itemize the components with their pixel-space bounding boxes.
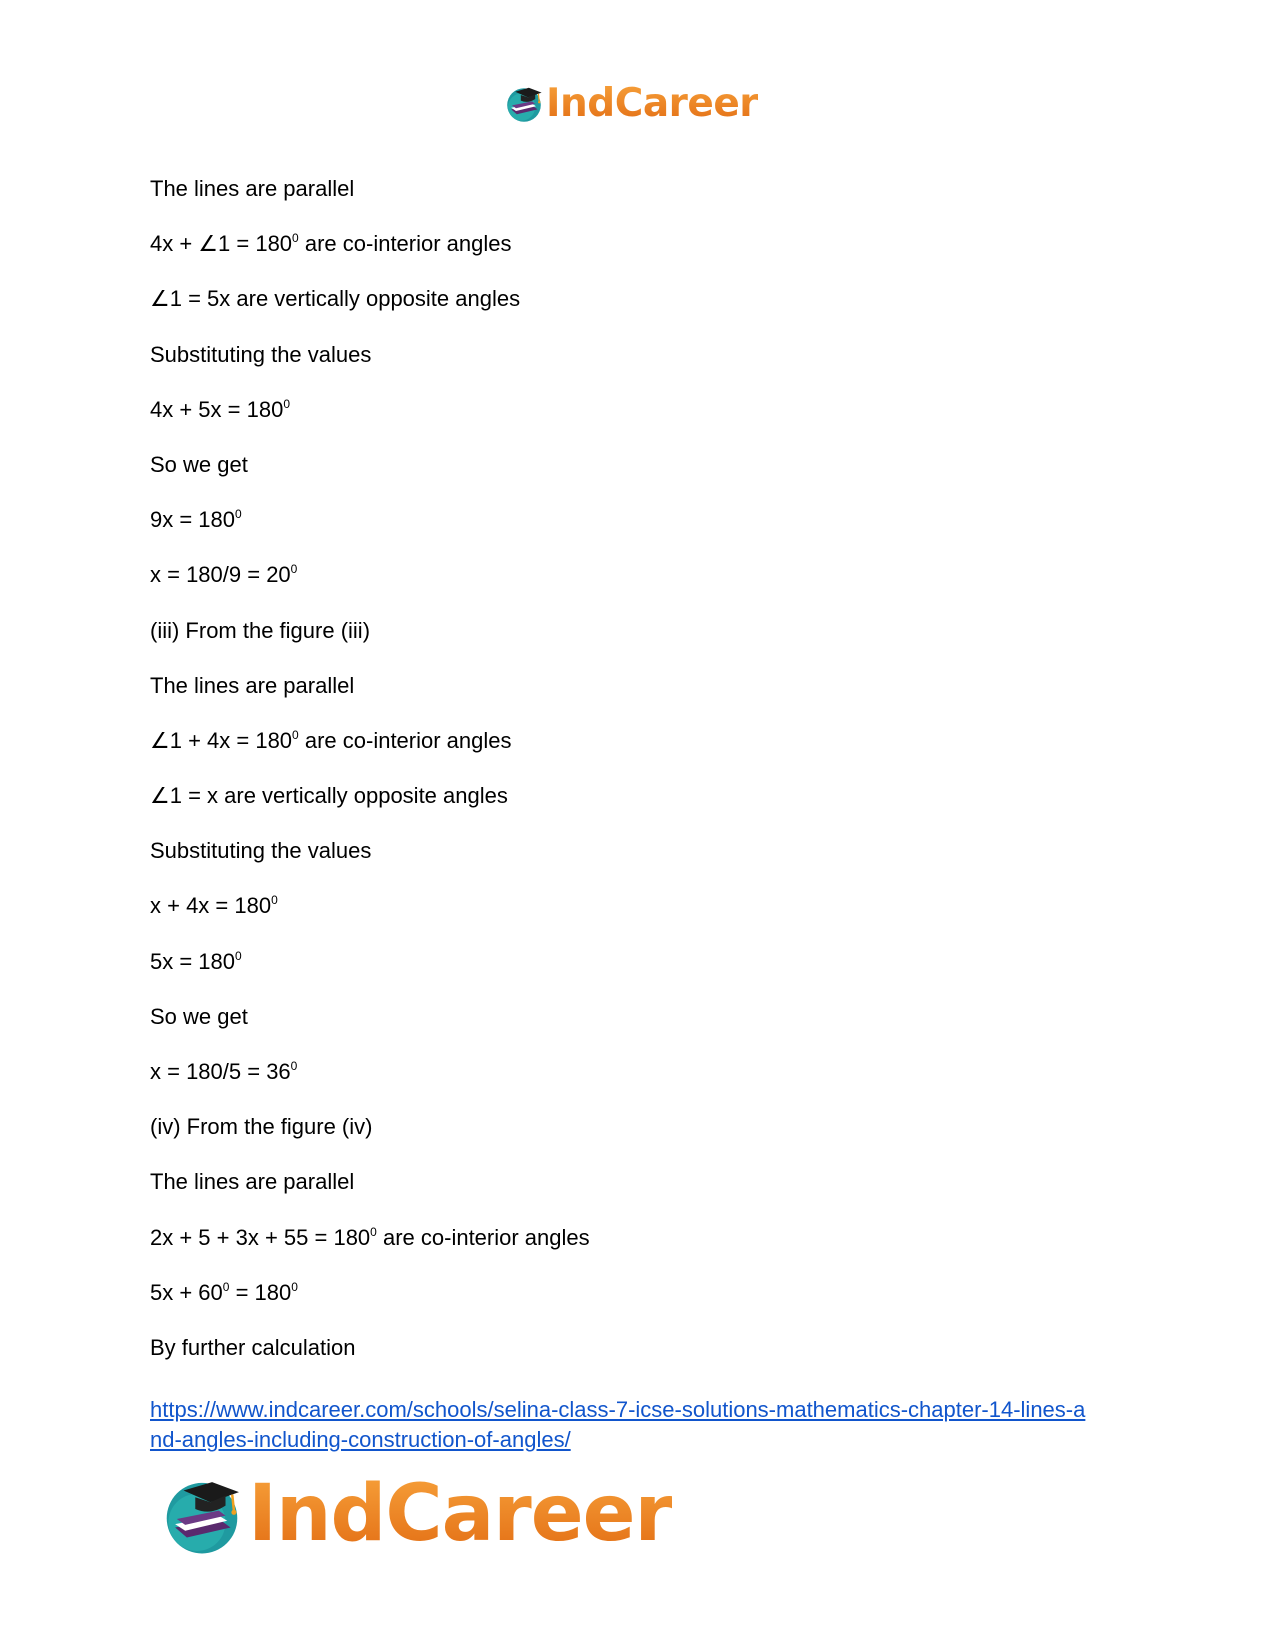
text-line: Substituting the values [150, 341, 372, 367]
text-line: ∠1 + $4x = 180^0$ are co-interior angles [150, 727, 512, 753]
text-line: ∠1 = 5x are vertically opposite angles [150, 286, 521, 312]
text-line: (iv) From the figure (iv) [150, 1114, 373, 1140]
text-line: The lines are parallel [150, 1169, 355, 1195]
source-link[interactable] [150, 1395, 1150, 1455]
text-line: (iii) From the figure (iii) [150, 617, 371, 643]
text-line: $4x + 5x = 180^0$ [150, 396, 291, 422]
text-line: $5x + 60^0 = 180^0$ [150, 1279, 298, 1305]
text-line: So we get [150, 1003, 248, 1029]
book-graduation-cap-icon [160, 1472, 244, 1556]
text-line: $x = 180/5 = 36^0$ [150, 1059, 298, 1084]
footer-logo [160, 1468, 672, 1560]
text-line: 4x + ∠1 = $180^0$ are co-interior angles [150, 231, 512, 257]
text-line: ∠1 = x are vertically opposite angles [150, 783, 508, 809]
book-graduation-cap-icon [504, 83, 544, 123]
text-line: The lines are parallel [150, 176, 355, 201]
text-line: $x + 4x = 180^0$ [150, 893, 278, 919]
text-line: $9x = 180^0$ [150, 507, 242, 533]
text-line: Substituting the values [150, 838, 372, 864]
text-line: So we get [150, 451, 248, 477]
text-line: The lines are parallel [150, 672, 355, 698]
logo-text: IndCareer [248, 1469, 672, 1559]
text-line: $2x + 5 + 3x + 55 = 180^0$ are co-interior angles [150, 1224, 590, 1250]
logo-text: IndCareer [546, 80, 758, 126]
text-line: $x = 180/9 = 20^0$ [150, 562, 298, 588]
source-link-line-2[interactable]: nd-angles-including-construction-of-angles/ [150, 1427, 571, 1452]
header-logo [504, 80, 758, 126]
text-line: By further calculation [150, 1334, 356, 1360]
text-line: $5x = 180^0$ [150, 948, 242, 974]
solution-text [150, 176, 1150, 1390]
source-link-line-1[interactable]: https://www.indcareer.com/schools/selina-class-7-icse-solutions-mathematics-chapter-14-lines-a [150, 1397, 1086, 1422]
